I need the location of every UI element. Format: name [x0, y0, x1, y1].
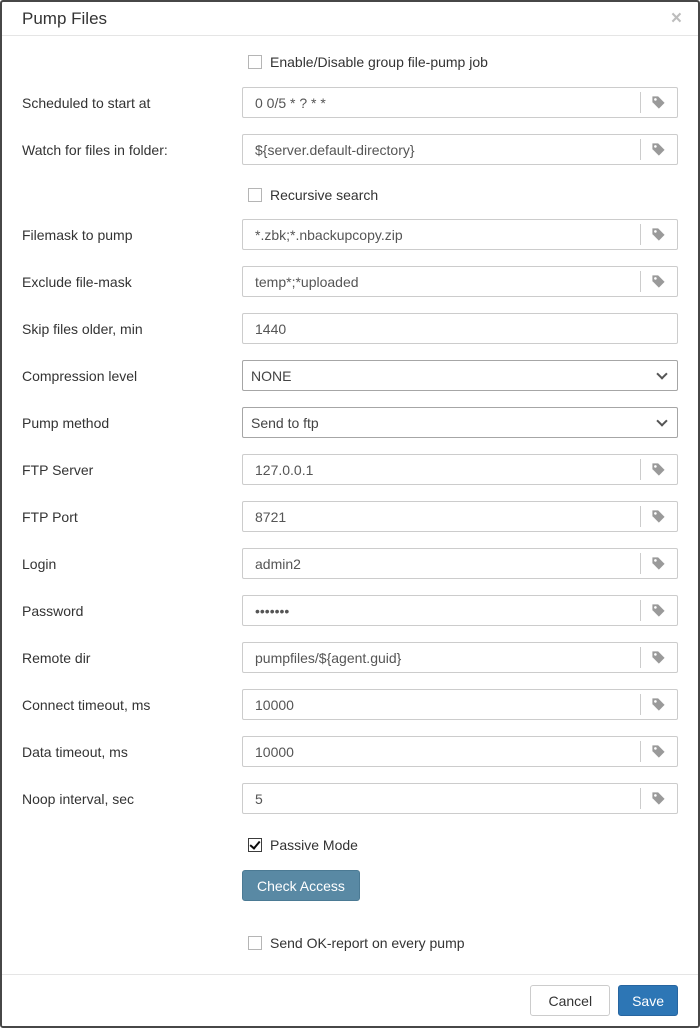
dialog-footer	[2, 974, 698, 1026]
tag-icon	[651, 274, 666, 289]
remote-dir-row	[22, 642, 678, 673]
password-tag-button[interactable]	[640, 596, 677, 625]
recursive-search-checkbox[interactable]	[248, 188, 262, 202]
pump-method-label: Pump method	[22, 414, 110, 431]
tag-icon	[651, 697, 666, 712]
ftp-port-tag-button[interactable]	[640, 502, 677, 531]
ok-report-row	[22, 935, 678, 951]
scheduled-row	[22, 87, 678, 118]
ftp-server-label: FTP Server	[22, 461, 94, 478]
pump-method-selected-value: Send to ftp	[251, 414, 319, 431]
login-row	[22, 548, 678, 579]
ftp-server-input[interactable]	[243, 455, 640, 484]
exclude-mask-label: Exclude file-mask	[22, 273, 132, 290]
ok-report-checkbox[interactable]	[248, 936, 262, 950]
tag-icon	[651, 603, 666, 618]
login-tag-button[interactable]	[640, 549, 677, 578]
login-label: Login	[22, 555, 57, 572]
tag-icon	[651, 462, 666, 477]
tag-icon	[651, 791, 666, 806]
exclude-mask-tag-button[interactable]	[640, 267, 677, 296]
exclude-mask-input[interactable]	[243, 267, 640, 296]
tag-icon	[651, 509, 666, 524]
skip-older-label: Skip files older, min	[22, 320, 143, 337]
skip-older-row	[22, 313, 678, 344]
watch-folder-tag-button[interactable]	[640, 135, 677, 164]
data-timeout-input[interactable]	[243, 737, 640, 766]
chevron-down-icon	[656, 415, 667, 426]
password-input-group	[242, 595, 678, 626]
tag-icon	[651, 227, 666, 242]
pump-method-row	[22, 407, 678, 438]
login-input[interactable]	[243, 549, 640, 578]
watch-folder-input[interactable]	[243, 135, 640, 164]
noop-interval-tag-button[interactable]	[640, 784, 677, 813]
tag-icon	[651, 650, 666, 665]
enable-job-row	[22, 54, 678, 70]
passive-mode-checkbox[interactable]	[248, 838, 262, 852]
connect-timeout-input-group	[242, 689, 678, 720]
ftp-port-label: FTP Port	[22, 508, 78, 525]
password-label: Password	[22, 602, 84, 619]
ok-report-label: Send OK-report on every pump	[270, 935, 465, 951]
close-icon[interactable]: ×	[670, 8, 682, 29]
remote-dir-label: Remote dir	[22, 649, 91, 666]
scheduled-tag-button[interactable]	[640, 88, 677, 117]
remote-dir-tag-button[interactable]	[640, 643, 677, 672]
enable-job-label: Enable/Disable group file-pump job	[270, 54, 488, 70]
ftp-port-row	[22, 501, 678, 532]
check-access-button[interactable]: Check Access	[242, 870, 360, 901]
data-timeout-label: Data timeout, ms	[22, 743, 128, 760]
ftp-port-input-group	[242, 501, 678, 532]
filemask-row	[22, 219, 678, 250]
data-timeout-row	[22, 736, 678, 767]
data-timeout-tag-button[interactable]	[640, 737, 677, 766]
tag-icon	[651, 142, 666, 157]
dialog-title: Pump Files	[22, 8, 108, 28]
noop-interval-input-group	[242, 783, 678, 814]
noop-interval-row	[22, 783, 678, 814]
save-button[interactable]: Save	[618, 985, 678, 1016]
check-access-row	[22, 870, 678, 901]
pump-method-select[interactable]	[242, 407, 678, 438]
compression-row	[22, 360, 678, 391]
skip-older-input[interactable]	[243, 314, 677, 343]
compression-label: Compression level	[22, 367, 138, 384]
tag-icon	[651, 556, 666, 571]
connect-timeout-tag-button[interactable]	[640, 690, 677, 719]
exclude-mask-input-group	[242, 266, 678, 297]
dialog-body	[2, 36, 698, 974]
remote-dir-input[interactable]	[243, 643, 640, 672]
skip-older-input-group	[242, 313, 678, 344]
dialog-header	[2, 2, 698, 36]
filemask-input[interactable]	[243, 220, 640, 249]
watch-folder-input-group	[242, 134, 678, 165]
passive-mode-row	[22, 837, 678, 853]
connect-timeout-input[interactable]	[243, 690, 640, 719]
remote-dir-input-group	[242, 642, 678, 673]
ftp-server-tag-button[interactable]	[640, 455, 677, 484]
filemask-label: Filemask to pump	[22, 226, 133, 243]
filemask-tag-button[interactable]	[640, 220, 677, 249]
recursive-search-label: Recursive search	[270, 187, 379, 203]
password-row	[22, 595, 678, 626]
recursive-search-row	[22, 187, 678, 203]
tag-icon	[651, 744, 666, 759]
ftp-server-row	[22, 454, 678, 485]
data-timeout-input-group	[242, 736, 678, 767]
filemask-input-group	[242, 219, 678, 250]
cancel-button[interactable]: Cancel	[530, 985, 610, 1016]
compression-selected-value: NONE	[251, 367, 292, 384]
connect-timeout-row	[22, 689, 678, 720]
password-input[interactable]	[243, 596, 640, 625]
tag-icon	[651, 95, 666, 110]
exclude-mask-row	[22, 266, 678, 297]
ftp-port-input[interactable]	[243, 502, 640, 531]
noop-interval-label: Noop interval, sec	[22, 790, 135, 807]
scheduled-input-group	[242, 87, 678, 118]
compression-select[interactable]	[242, 360, 678, 391]
watch-folder-row	[22, 134, 678, 165]
scheduled-label: Scheduled to start at	[22, 94, 151, 111]
chevron-down-icon	[656, 368, 667, 379]
noop-interval-input[interactable]	[243, 784, 640, 813]
login-input-group	[242, 548, 678, 579]
connect-timeout-label: Connect timeout, ms	[22, 696, 151, 713]
scheduled-input[interactable]	[243, 88, 640, 117]
ftp-server-input-group	[242, 454, 678, 485]
enable-job-checkbox[interactable]	[248, 55, 262, 69]
passive-mode-label: Passive Mode	[270, 837, 358, 853]
watch-folder-label: Watch for files in folder:	[22, 141, 168, 158]
